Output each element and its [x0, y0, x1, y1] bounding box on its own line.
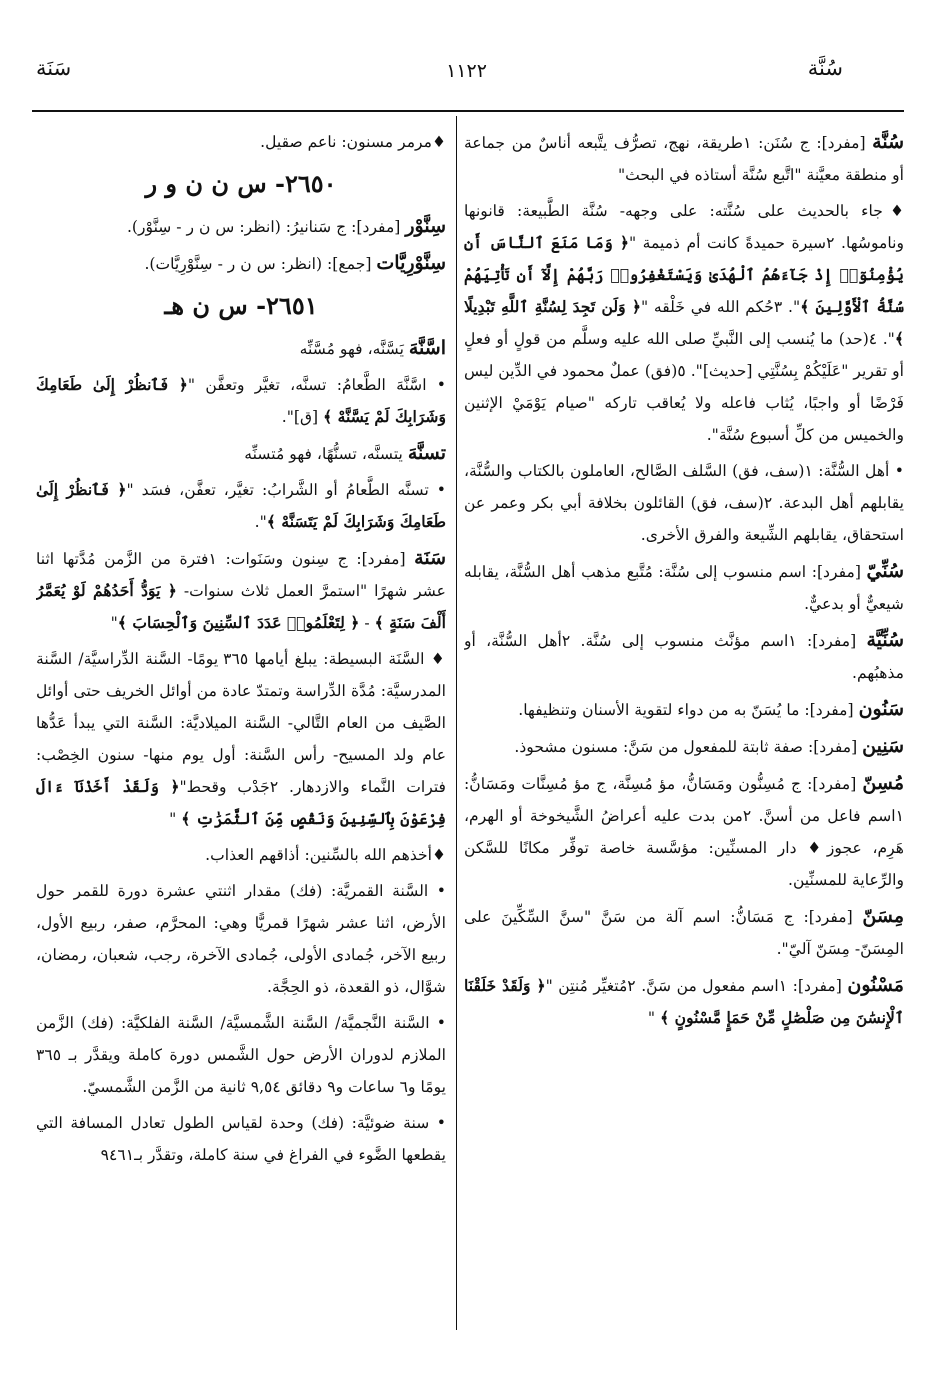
headword: سُنَّة: [872, 131, 904, 153]
dictionary-entry: [36, 839, 446, 871]
definition-text: يتسنَّه، تسنُّهًا، فهو مُتسنِّه: [244, 445, 408, 463]
definition-text: [مفرد]: ج مُسِنُّون ومَسَانُّ، مؤ مُسِنَّة، ج مؤ مُسِنَّات ومَسَانُّ: ١اسم فاعل من أسنَّ. ٢من بدت عليه أعراضُ الشَّيخوخة أو الهرم، هَرِم، عجوز♦ دار المسنِّين: مؤسَّسة خاصة توفِّر مكانًا للسَّكن والرِّعاية للمسنِّين.: [464, 775, 904, 889]
dictionary-entry: [36, 643, 446, 835]
dictionary-entry: [464, 455, 904, 551]
quran-quote: ﴿ فَٱنظُرْ إِلَىٰ طَعَامِكَ وَشَرَابِكَ لَمْ يَسَّنَّهْ ﴾: [36, 375, 446, 426]
definition-text: [مفرد]: اسم منسوب إلى سُنَّة: مُتَّبع مذهب أهل السُّنَّة، يقابله شيعيٌّ أو بدعيٌّ.: [464, 563, 904, 613]
dictionary-entry: [36, 1107, 446, 1171]
dictionary-entry: [36, 247, 446, 280]
definition-text: ".: [254, 513, 267, 531]
dictionary-entry: [464, 693, 904, 726]
definition-text: • السَّنة النَّجميَّة/ السَّنة الشَّمسيَّة/ السَّنة الفلكيَّة: (فك) الزَّمن الملازم لدوران الأرض حول الشَّمس دورة كاملة ويقدَّر بـ ٣٦٥ يومًا و٦ ساعات و٩ دقائق ٩,٥٤ ثانية من الزَّمن الشَّمسيّ.: [36, 1014, 446, 1096]
definition-text: [مفرد]: ما يُسَنّ به من دواء لتقوية الأسنان وتنظيفها.: [518, 701, 859, 719]
quran-quote: ﴿ لِتَعْلَمُوا۟ عَدَدَ ٱلسِّنِينَ وَٱلْحِسَابَ ﴾: [117, 613, 360, 632]
dictionary-entry: [464, 969, 904, 1034]
quran-quote: ﴿ وَلَن تَجِدَ لِسُنَّةِ ٱللَّهِ تَبْدِيلًا ﴾: [464, 297, 904, 348]
definition-text: ♦مرمر مسنون: ناعم صقيل.: [260, 133, 446, 151]
running-head-right: سُنَّة: [807, 56, 843, 80]
quran-quote: ﴿ وَلَقَدْ أَخَذْنَآ ءَالَ فِرْعَوْنَ بِٱلسِّنِينَ وَنَقْصٍ مِّنَ ٱلثَّمَرَٰتِ ﴾: [36, 777, 446, 828]
headword: مِسَنّ: [862, 905, 904, 927]
dictionary-entry: [36, 474, 446, 538]
definition-text: • اسَّنَّهَ الطَّعامُ: تسنَّه، تغيَّر وتعفَّن ": [187, 376, 446, 394]
left-column: [36, 126, 446, 1338]
headword: سَنَة: [414, 547, 446, 569]
dictionary-entry: [36, 126, 446, 158]
root-heading: [36, 286, 446, 326]
root-heading-text: ٢٦٥٠- س ن ن و ر: [145, 169, 337, 198]
root-heading: [36, 164, 446, 204]
definition-text: ": [110, 614, 118, 632]
dictionary-entry: [464, 126, 904, 191]
header-rule: [32, 110, 904, 112]
quran-quote: ﴿ وَلَقَدْ خَلَقْنَا ٱلْإِنسَٰنَ مِن صَلْصَٰلٍ مِّنْ حَمَإٍ مَّسْنُونٍ ﴾: [464, 976, 904, 1027]
headword: سِنَّوْرِيَّات: [376, 252, 446, 274]
quran-quote: ﴿ يَوَدُّ أَحَدُهُمْ لَوْ يُعَمَّرُ أَلْفَ سَنَةٍ ﴾: [36, 581, 446, 632]
quran-quote: ﴿ فَٱنظُرْ إِلَىٰ طَعَامِكَ وَشَرَابِكَ لَمْ يَتَسَنَّهْ ﴾: [36, 480, 446, 531]
definition-text: [مفرد]: ج سِنون وسَنَوات: ١فترة من الزَّمن مُدَّتها اثنا عشر شهرًا "استمرَّ العمل ثلاث سنوات-: [36, 550, 446, 600]
dictionary-entry: [36, 437, 446, 470]
definition-text: [مفرد]: ج سُنَن: ١طريقة، نهج، تصرُّف يتَّبعه أناسٌ من جماعة أو منطقة معيَّنة "اتَّبع سُنَّة أستاذه في البحث": [464, 134, 904, 184]
headword: سُنِّيّ: [866, 560, 904, 582]
running-head-left: سَنَة: [36, 56, 72, 80]
dictionary-entry: [36, 332, 446, 365]
dictionary-entry: [464, 195, 904, 451]
dictionary-entry: [464, 555, 904, 620]
definition-text: ♦أخذهم الله بالسِّنين: أذاقهم العذاب.: [205, 846, 446, 864]
definition-text: ": [647, 1009, 661, 1027]
definition-text: يَسَّنَّه، فهو مُسَّنِّه: [299, 340, 409, 358]
definition-text: • السَّنة القمريَّة: (فك) مقدار اثنتي عشرة دورة للقمر حول الأرض، اثنا عشر شهرًا قمريًّا وهي: المحرَّم، صفر، ربيع الأول، ربيع الآخر، جُمادى الأولى، جُمادى الآخرة، رجب، شعبان، رمضان، شوَّال، ذو القعدة، ذو الحِجَّة.: [36, 882, 446, 996]
headword: سِنَّوْر: [405, 215, 446, 237]
definition-text: ♦ السَّنَة البسيطة: يبلغ أيامها ٣٦٥ يومًا- السَّنة الدِّراسيَّة/ السَّنة المدرسيَّة: مُدَّة الدِّراسة وتمتدّ عادة من أوائل الخريف حتى أوائل الصَّيف من العام التَّالي- السَّنة الميلاديَّة: السَّنة التي يبدأ عَدُّها عام ولد المسيح- رأس السَّنة: أول يوم منها- سنون الخِصْب: فترات النَّماء والازدهار. ٢جَدْب وقحط": [36, 650, 446, 796]
page-number: ١١٢٢: [446, 60, 487, 82]
definition-text: • سنة ضوئيَّة: (فك) وحدة لقياس الطول تعادل المسافة التي يقطعها الضَّوء في الفراغ في سنة كاملة، وتقدَّر بـ٩٤٦١: [36, 1114, 446, 1164]
headword: اسَّنَّهَ: [408, 337, 446, 359]
dictionary-entry: [36, 369, 446, 433]
headword: سَنُون: [858, 698, 904, 720]
root-heading-text: ٢٦٥١- س ن هـ: [164, 291, 318, 320]
definition-text: ". ٤(حد) ما يُنسب إلى النَّبيِّ صلى الله عليه وسلَّم من قولٍ أو فعلٍ أو تقرير "عَلَيْكُمْ بِسُنَّتِي [حديث]". ٥(فق) عملٌ محمود في الدِّين ليس فَرْضًا أو واجبًا، يُثاب فاعله ولا يُعاقب تاركه "صيام يَوْمَيْ الإثنين والخميس من كلِّ أسبوع سُنَّة".: [464, 330, 904, 444]
definition-text: [جمع]: (انظر: س ن ر - سِنَّوْرِيَّات).: [144, 255, 377, 273]
dictionary-entry: [464, 624, 904, 689]
right-column: [464, 126, 904, 1338]
dictionary-entry: [36, 542, 446, 639]
column-divider: [456, 116, 457, 1330]
headword: سَنِين: [862, 735, 904, 757]
headword: مَسْنُون: [847, 974, 904, 996]
definition-text: [ق]".: [281, 408, 324, 426]
definition-text: [مفرد]: ١اسم مفعول من سَنَّ. ٢مُتغيِّر مُنتِن ": [545, 977, 848, 995]
definition-text: [مفرد]: ج سَنانيرُ: (انظر: س ن ر - سِنَّوْر).: [126, 218, 406, 236]
headword: تسنَّهَ: [407, 442, 446, 464]
definition-text: • تسنَّه الطَّعامُ أو الشَّرابُ: تغيَّر، تعفَّن، فسَد ": [126, 481, 446, 499]
definition-text: [مفرد]: ١اسم مؤنَّث منسوب إلى سُنَّة. ٢أهل السُّنَّة، أو مذهبُهم.: [464, 632, 904, 682]
definition-text: ": [169, 810, 182, 828]
dictionary-entry: [464, 730, 904, 763]
definition-text: • أهل السُّنَّة: ١(سف، فق) السَّلف الصَّالح، العاملون بالكتاب والسُّنَّة، يقابلهم أهل البدعة. ٢(سف، فق) القائلون بخلافة أبي بكر وعمر عن استحقاق، يقابلهم الشِّيعة والفرق الأخرى.: [464, 462, 904, 544]
definition-text: ". ٣حُكم الله في خَلْقه ": [641, 298, 801, 316]
dictionary-entry: [464, 900, 904, 965]
dictionary-entry: [36, 210, 446, 243]
definition-text: -: [359, 614, 375, 632]
quran-quote: ﴿ وَمَا مَنَعَ ٱلنَّاسَ أَن يُؤْمِنُوٓا۟ إِذْ جَآءَهُمُ ٱلْهُدَىٰ وَيَسْتَغْفِرُوا۟ رَبَّهُمْ إِلَّآ أَن تَأْتِيَهُمْ سُنَّةُ ٱلْأَوَّلِينَ ﴾: [464, 233, 904, 316]
definition-text: [مفرد]: صفة ثابتة للمفعول من سَنَّ: مسنون مشحوذ.: [514, 738, 863, 756]
headword: سُنِّيَّة: [866, 629, 904, 651]
headword: مُسِنّ: [862, 772, 904, 794]
definition-text: ♦جاء بالحديث على سُنَّته: على وجهه- سُنَّة الطَّبيعة: قانونها وناموسُها. ٢سيرة حميدةً كانت أم ذميمة ": [464, 202, 904, 252]
definition-text: [مفرد]: ج مَسَانُّ: اسم آلة من سَنَّ "سنَّ السِّكِّينَ على المِسَنّ- مِسَنّ آليّ".: [464, 908, 904, 958]
dictionary-entry: [464, 767, 904, 896]
dictionary-entry: [36, 1007, 446, 1103]
dictionary-entry: [36, 875, 446, 1003]
